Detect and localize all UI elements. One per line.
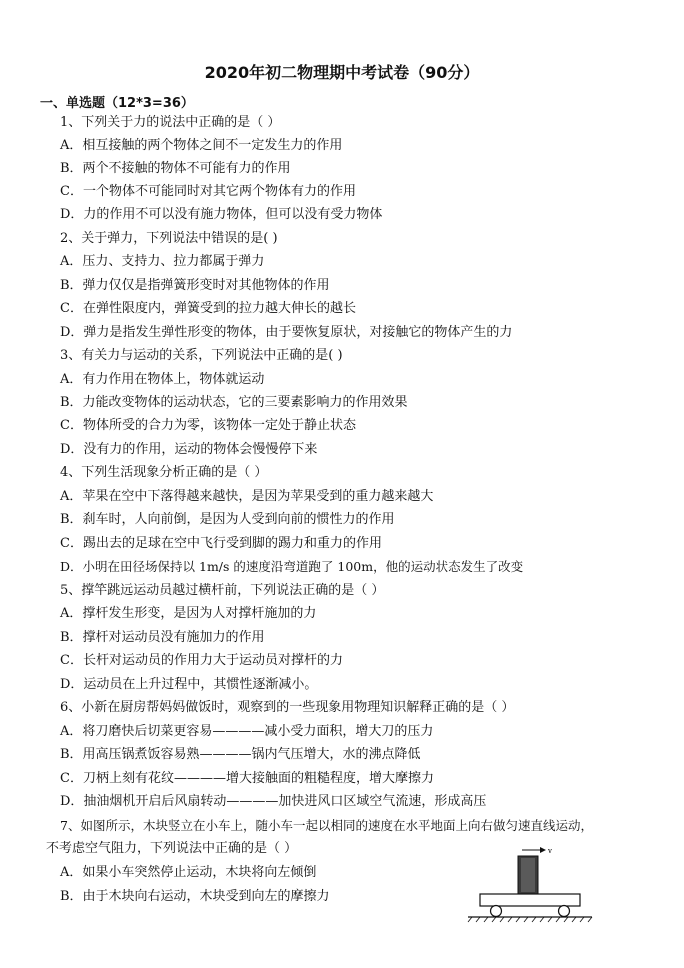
question-7-option-b: B．由于木块向右运动，木块受到向左的摩擦力 xyxy=(60,889,330,904)
question-6-option-b: B．用高压锅煮饭容易熟————锅内气压增大，水的沸点降低 xyxy=(60,747,421,762)
question-3-stem: 3、有关力与运动的关系，下列说法中正确的是( ) xyxy=(60,348,343,363)
cart-block-figure xyxy=(466,842,594,924)
question-4-option-a: A．苹果在空中下落得越来越快，是因为苹果受到的重力越来越大 xyxy=(60,489,434,504)
question-6-option-c: C．刀柄上刻有花纹————增大接触面的粗糙程度，增大摩擦力 xyxy=(60,771,434,786)
question-7-stem: 7、如图所示，木块竖立在小车上，随小车一起以相同的速度在水平地面上向右做匀速直线运动， xyxy=(60,818,593,833)
question-1-option-c: C．一个物体不可能同时对其它两个物体有力的作用 xyxy=(60,184,356,199)
question-1-option-b: B．两个不接触的物体不可能有力的作用 xyxy=(60,161,291,176)
question-5-option-b: B．撑杆对运动员没有施加力的作用 xyxy=(60,630,265,645)
question-6-stem: 6、小新在厨房帮妈妈做饭时，观察到的一些现象用物理知识解释正确的是（ ） xyxy=(60,700,515,715)
question-2-option-c: C．在弹性限度内，弹簧受到的拉力越大伸长的越长 xyxy=(60,301,356,316)
velocity-label: v xyxy=(548,847,552,855)
section-heading: 一、单选题（12*3=36） xyxy=(40,96,194,111)
question-2-stem: 2、关于弹力，下列说法中错误的是( ) xyxy=(60,231,278,246)
question-1-option-d: D．力的作用不可以没有施力物体，但可以没有受力物体 xyxy=(60,207,383,222)
ground-hatching xyxy=(468,917,592,922)
question-3-option-c: C．物体所受的合力为零，该物体一定处于静止状态 xyxy=(60,418,356,433)
velocity-arrowhead xyxy=(540,847,546,853)
question-3-option-b: B．力能改变物体的运动状态，它的三要素影响力的作用效果 xyxy=(60,395,408,410)
question-2-option-d: D．弹力是指发生弹性形变的物体，由于要恢复原状，对接触它的物体产生的力 xyxy=(60,325,513,340)
question-4-stem: 4、下列生活现象分析正确的是（ ） xyxy=(60,465,268,480)
question-3-option-d: D．没有力的作用，运动的物体会慢慢停下来 xyxy=(60,442,318,457)
question-5-option-d: D．运动员在上升过程中，其惯性逐渐减小。 xyxy=(60,677,318,692)
question-4-option-b: B．刹车时，人向前倒，是因为人受到向前的惯性力的作用 xyxy=(60,512,395,527)
question-4-option-d: D．小明在田径场保持以 1m/s 的速度沿弯道跑了 100m，他的运动状态发生了改变 xyxy=(60,559,524,574)
question-3-option-a: A．有力作用在物体上，物体就运动 xyxy=(60,372,265,387)
question-5-stem: 5、撑竿跳远运动员越过横杆前，下列说法正确的是（ ） xyxy=(60,583,385,598)
question-7-option-a: A．如果小车突然停止运动，木块将向左倾倒 xyxy=(60,865,317,880)
exam-title: 2020年初二物理期中考试卷（90分） xyxy=(204,63,480,82)
question-1-option-a: A．相互接触的两个物体之间不一定发生力的作用 xyxy=(60,138,343,153)
question-2-option-a: A．压力、支持力、拉力都属于弹力 xyxy=(60,254,265,269)
question-7-stem-continued: 不考虑空气阻力，下列说法中正确的是（ ） xyxy=(46,841,298,856)
question-6-option-d: D．抽油烟机开启后风扇转动————加快进风口区域空气流速，形成高压 xyxy=(60,794,487,809)
question-4-option-c: C．踢出去的足球在空中飞行受到脚的踢力和重力的作用 xyxy=(60,536,382,551)
question-5-option-a: A．撑杆发生形变，是因为人对撑杆施加的力 xyxy=(60,606,317,621)
cart-wheel-right xyxy=(559,906,570,917)
cart-body xyxy=(480,894,580,906)
question-2-option-b: B．弹力仅仅是指弹簧形变时对其他物体的作用 xyxy=(60,278,330,293)
cart-wheel-left xyxy=(491,906,502,917)
question-6-option-a: A．将刀磨快后切菜更容易————减小受力面积，增大刀的压力 xyxy=(60,724,434,739)
wooden-block-grain xyxy=(521,858,535,892)
question-1-stem: 1、下列关于力的说法中正确的是（ ） xyxy=(60,115,281,130)
question-5-option-c: C．长杆对运动员的作用力大于运动员对撑杆的力 xyxy=(60,653,343,668)
